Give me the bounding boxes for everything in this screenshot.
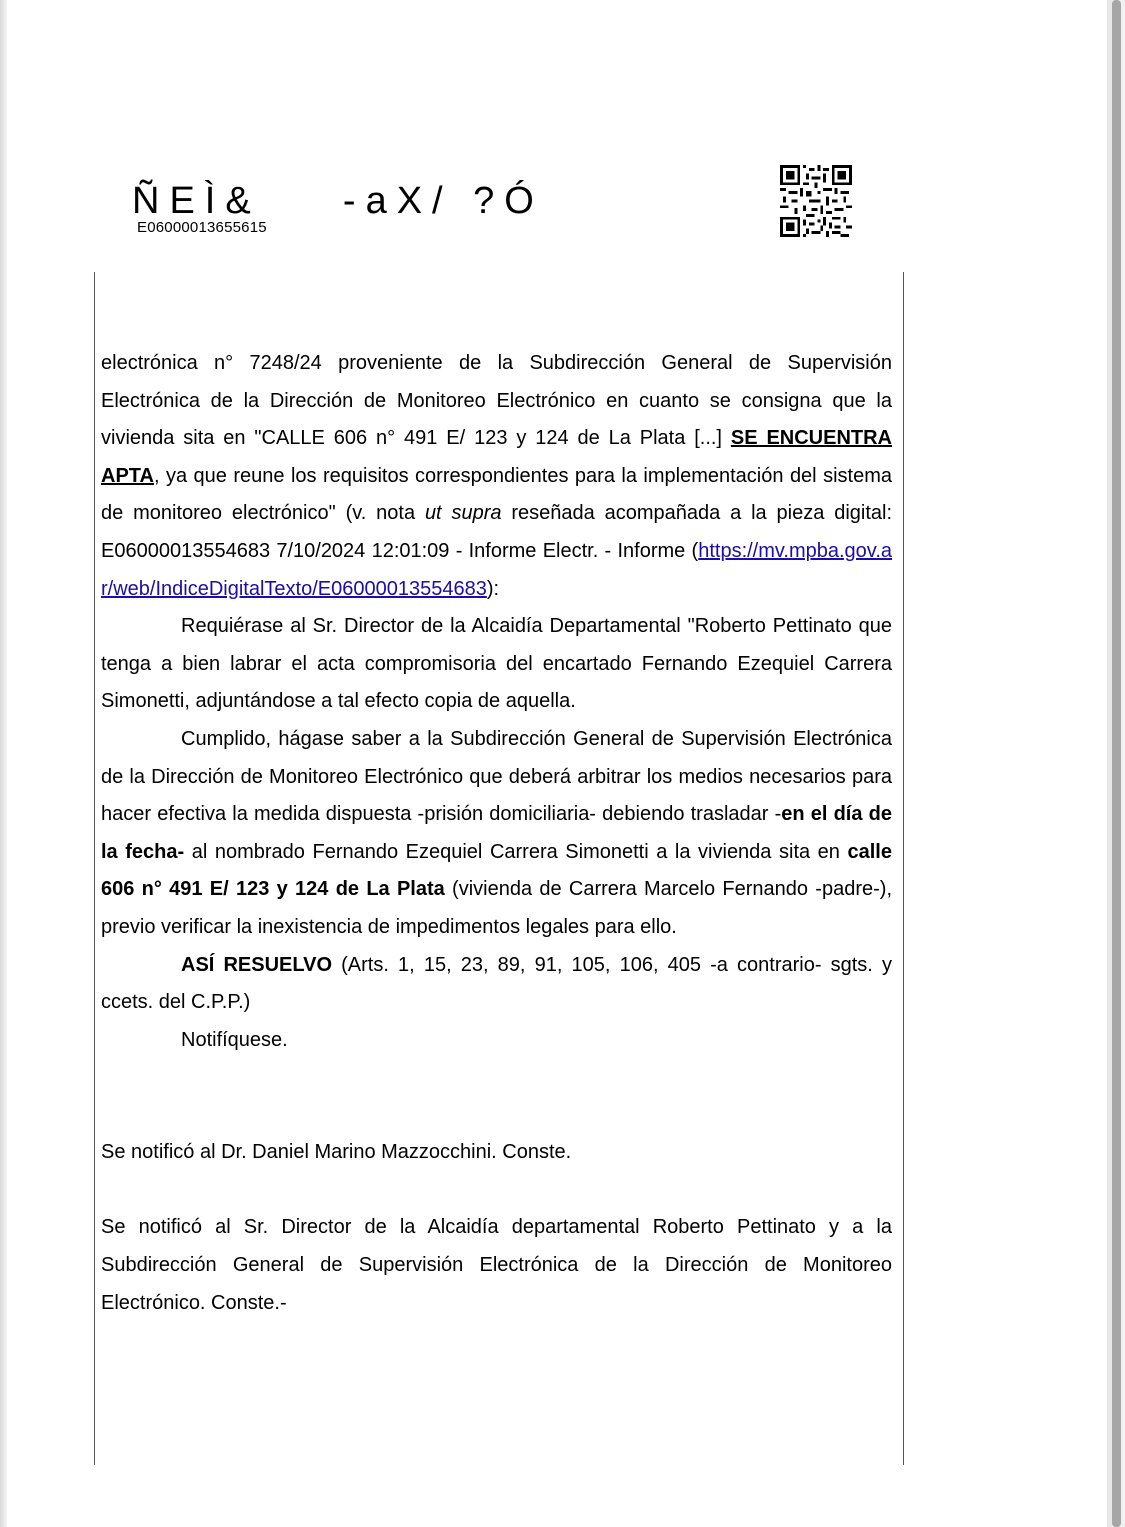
page-edge-shadow (0, 0, 7, 1527)
paragraph-cumplido: Cumplido, hágase saber a la Subdirección General de Supervisión Electrónica de la Dirección de Monitoreo Electrónico que deberá arbitrar los medios necesarios para hacer efectiva la medida dispuesta -prisión domiciliaria- debiendo trasladar -en el día de la fecha- al nombrado Fernando Ezequiel Carrera Simonetti a la vivienda sita en calle 606 n° 491 E/ 123 y 124 de La Plata (vivienda de Carrera Marcelo Fernando -padre-), previo verificar la inexistencia de impedimentos legales para ello. (101, 727, 892, 938)
paragraph-resuelvo: ASÍ RESUELVO (Arts. 1, 15, 23, 89, 91, 105, 106, 405 -a contrario- sgts. y ccets. del C.P.P.) (101, 953, 892, 1014)
scrollbar-thumb[interactable] (1112, 0, 1121, 1527)
paragraph-requierase: Requiérase al Sr. Director de la Alcaidía Departamental "Roberto Pettinato que tenga a bien labrar el acta compromisoria del encartado Fernando Ezequiel Carrera Simonetti, adjuntándose a tal efecto copia de aquella. (101, 615, 892, 713)
document-link[interactable]: https://mv.mpba.gov.ar/web/IndiceDigitalTexto/E06000013554683 (101, 539, 892, 600)
scrollbar[interactable] (1107, 0, 1125, 1527)
right-margin-rule (903, 272, 904, 1465)
document-id: E06000013655615 (137, 219, 267, 236)
emphasis-apta: SE ENCUENTRA APTA (101, 427, 892, 487)
paragraph-notification-2: Se notificó al Sr. Director de la Alcaidía departamental Roberto Pettinato y a la Subdirección General de Supervisión Electrónica de la Dirección de Monitoreo Electrónico. Conste.- (101, 1216, 892, 1314)
qr-code-icon (780, 165, 852, 237)
left-margin-rule (94, 272, 95, 1465)
paragraph-notification-1: Se notificó al Dr. Daniel Marino Mazzocchini. Conste. (101, 1141, 572, 1164)
paragraph-notifiquese: Notifíquese. (181, 1028, 288, 1051)
document-body (101, 345, 892, 1322)
paragraph-report: electrónica n° 7248/24 proveniente de la Subdirección General de Supervisión Electrónica de la Dirección de Monitoreo Electrónico en cuanto se consigna que la vivienda sita en "CALLE 606 n° 491 E/ 123 y 124 de La Plata [...] SE ENCUENTRA APTA, ya que reune los requisitos correspondientes para la implementación del sistema de monitoreo electrónico" (v. nota ut supra reseñada acompañada a la pieza digital: E06000013554683 7/10/2024 12:01:09 - Informe Electr. - Informe (https://mv.mpba.gov.ar/web/IndiceDigitalTexto/E06000013554683): (101, 352, 893, 600)
header-barcode-text: ÑEÌ& -aX/ ?Ó (132, 180, 544, 222)
